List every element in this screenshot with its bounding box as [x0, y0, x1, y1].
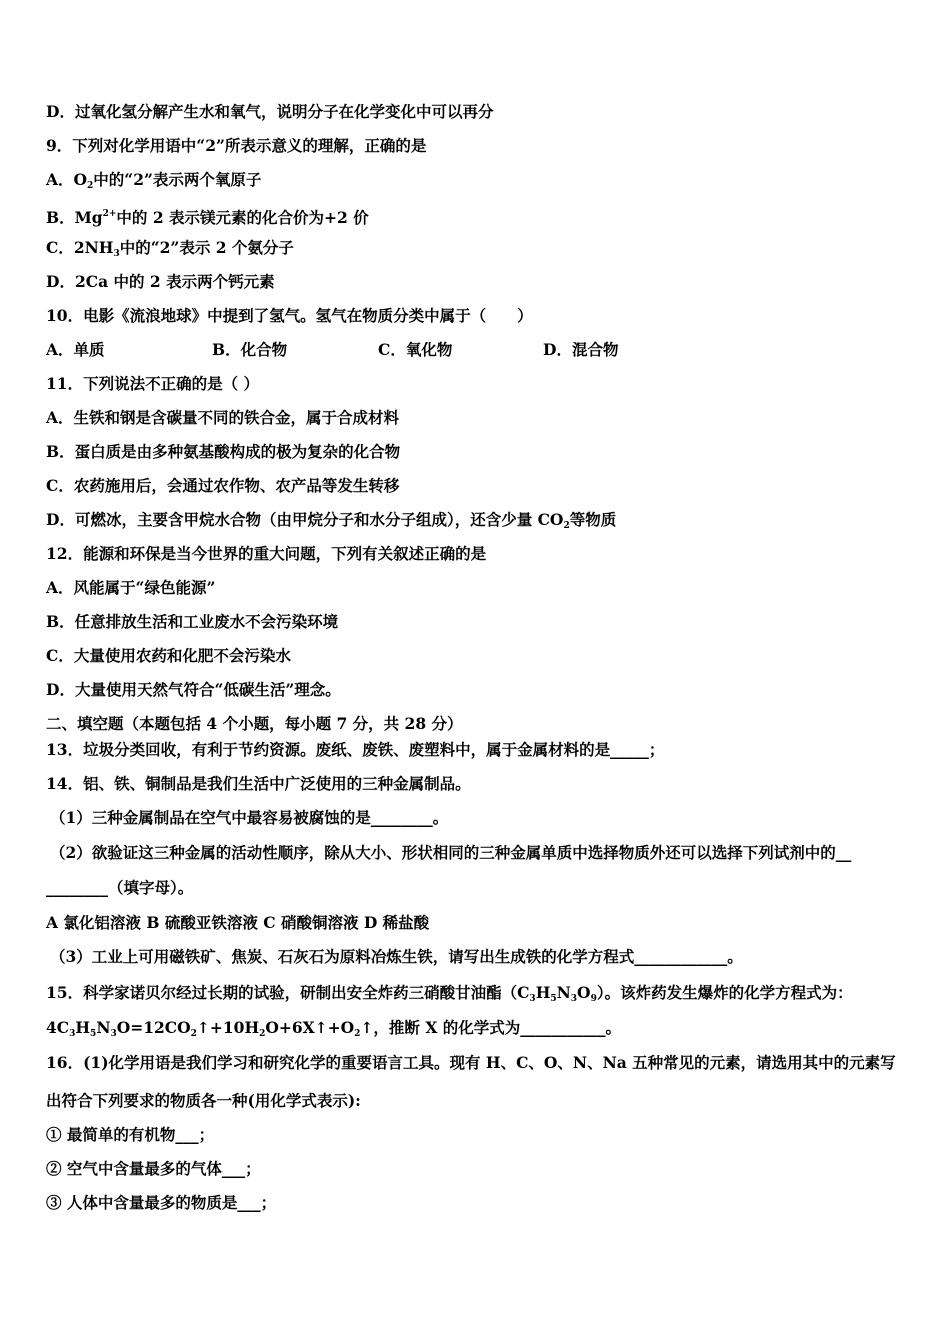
section-heading: 二、填空题（本题包括 4 个小题，每小题 7 分，共 28 分）: [46, 714, 463, 733]
q9-option-c: C．$2NH_3$中的“2”表示 2 个氨分子: [46, 238, 294, 259]
q14-part3: （3）工业上可用磁铁矿、焦炭、石灰石为原料冶炼生铁，请写出生成铁的化学方程式____________。: [50, 947, 743, 966]
q10-option-a: A．单质: [46, 340, 105, 359]
q16-item-2: ② 空气中含量最多的气体___；: [46, 1159, 261, 1178]
q14-choices: A 氯化铝溶液 B 硫酸亚铁溶液 C 硝酸铜溶液 D 稀盐酸: [46, 913, 430, 932]
q13-stem: 13．垃圾分类回收，有利于节约资源。废纸、废铁、废塑料中，属于金属材料的是_____；: [46, 740, 665, 759]
q14-part2-cont: ________（填字母）。: [46, 878, 194, 897]
q10-option-d: D．混合物: [543, 340, 619, 359]
q10-stem: 10．电影《流浪地球》中提到了氢气。氢气在物质分类中属于（ ）: [46, 306, 533, 325]
q16-stem-cont: 出符合下列要求的物质各一种(用化学式表示):: [46, 1091, 361, 1110]
q12-option-b: B．任意排放生活和工业废水不会污染环境: [46, 612, 339, 631]
q11-stem: 11．下列说法不正确的是（ ）: [46, 374, 259, 393]
q12-option-c: C．大量使用农药和化肥不会污染水: [46, 646, 291, 665]
q9-option-d: D．2Ca 中的 2 表示两个钙元素: [46, 272, 275, 291]
q15-stem: 15．科学家诺贝尔经过长期的试验，研制出安全炸药三硝酸甘油酯$(C_3H_5N_3O_9)$。该炸药发生爆炸的化学方程式为：: [46, 983, 853, 1004]
q11-option-b: B．蛋白质是由多种氨基酸构成的极为复杂的化合物: [46, 442, 401, 461]
q10-option-c: C．氧化物: [378, 340, 453, 359]
q16-item-3: ③ 人体中含量最多的物质是___；: [46, 1193, 277, 1212]
q14-part1: （1）三种金属制品在空气中最容易被腐蚀的是________。: [50, 808, 449, 827]
q12-option-d: D．大量使用天然气符合“低碳生活”理念。: [46, 680, 341, 699]
q11-option-d: D．可燃冰，主要含甲烷水合物（由甲烷分子和水分子组成），还含少量 $CO_2$等物质: [46, 510, 617, 531]
q15-equation: $4C_3H_5N_3O=12CO_2↑+10H_2O+6X↑+O_2↑$，推断 X 的化学式为___________。: [46, 1018, 621, 1039]
q16-item-1: ① 最简单的有机物___；: [46, 1125, 215, 1144]
q9-option-a: A．$O_2$中的“2”表示两个氧原子: [46, 170, 262, 191]
q10-option-b: B．化合物: [212, 340, 288, 359]
q14-stem: 14．铝、铁、铜制品是我们生活中广泛使用的三种金属制品。: [46, 774, 471, 793]
q8-option-d: D．过氧化氢分解产生水和氧气，说明分子在化学变化中可以再分: [46, 102, 494, 121]
q14-part2: （2）欲验证这三种金属的活动性顺序，除从大小、形状相同的三种金属单质中选择物质外还可以选择下列试剂中的__: [50, 843, 852, 862]
q11-option-a: A．生铁和钢是含碳量不同的铁合金，属于合成材料: [46, 408, 400, 427]
q9-stem: 9．下列对化学用语中“2”所表示意义的理解，正确的是: [46, 136, 427, 155]
q12-option-a: A．风能属于“绿色能源”: [46, 578, 216, 597]
q11-option-c: C．农药施用后，会通过农作物、农产品等发生转移: [46, 476, 400, 495]
q16-stem: 16．(1)化学用语是我们学习和研究化学的重要语言工具。现有 H、C、O、N、Na 五种常见的元素，请选用其中的元素写: [46, 1053, 896, 1072]
q9-option-b: B．$Mg^{2+}$中的 2 表示镁元素的化合价为+2 价: [46, 208, 369, 227]
q12-stem: 12．能源和环保是当今世界的重大问题，下列有关叙述正确的是: [46, 544, 487, 563]
